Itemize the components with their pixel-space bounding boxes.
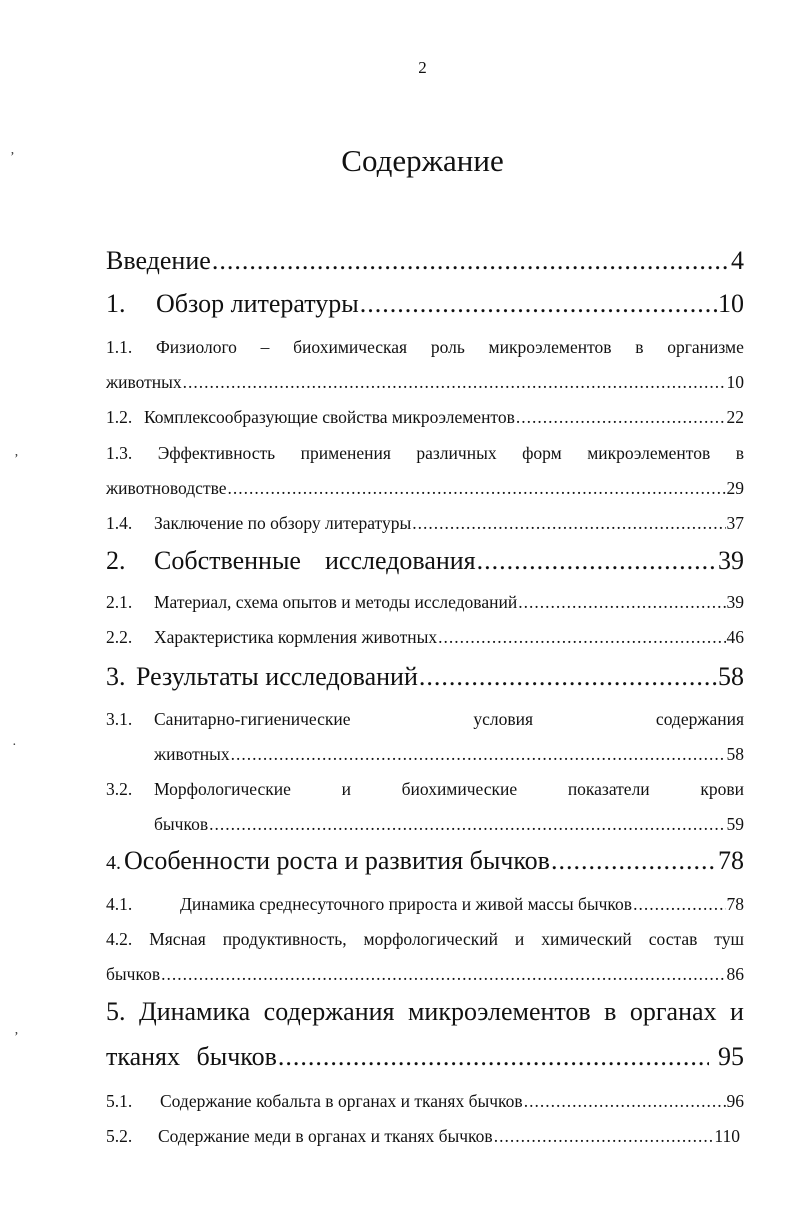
toc-word: микроэлементов [488,337,612,357]
toc-entry-5-cont[interactable] [106,1042,744,1072]
dot-leader [161,964,725,985]
toc-label: Содержание кобальта в органах и тканях бычков [160,1091,523,1111]
toc-word: и [341,779,351,799]
toc-word: различных [416,443,497,463]
toc-entry-1-1[interactable] [106,337,744,358]
toc-page: 59 [726,814,744,834]
toc-word: Мясная [149,929,206,949]
toc-number: 4.2. [106,929,133,949]
toc-entry-1[interactable] [106,289,744,319]
toc-word: в [735,443,744,463]
toc-page: 10 [726,372,744,392]
toc-label: Характеристика кормления животных [154,627,438,647]
toc-page: 110 [714,1126,740,1146]
toc-word: Морфологические [154,779,291,799]
toc-label: Комплексообразующие свойства микроэлементов [144,407,515,427]
dot-leader [360,289,717,319]
toc-label: Обзор литературы [156,289,359,318]
toc-word: применения [300,443,391,463]
toc-entry-5-1[interactable] [106,1091,744,1112]
scan-mark: · [12,738,17,753]
toc-page: 78 [726,894,744,914]
toc-word: крови [700,779,744,799]
toc-number: 2.2. [106,627,133,647]
toc-word: микроэлементов [407,997,591,1026]
toc-entry-2-1[interactable] [106,592,744,613]
toc-word: органах [629,997,717,1026]
toc-entry-1-3[interactable] [106,443,744,464]
toc-entry-4-1[interactable] [106,894,744,915]
toc-entry-3-1[interactable] [106,709,744,730]
toc-page: 95 [718,1042,744,1071]
toc-entry-2-2[interactable] [106,627,744,648]
toc-word: химический [541,929,632,949]
toc-word: и [730,997,744,1026]
dot-leader [494,1126,714,1147]
toc-entry-1-4[interactable] [106,513,744,534]
toc-page: 29 [726,478,744,498]
toc-page: 37 [726,513,744,533]
table-of-contents [106,0,744,1217]
toc-number: 1.1. [106,337,133,357]
toc-label: Результаты исследований [136,662,418,691]
scan-mark: ʼ [14,1030,19,1045]
dot-leader [518,592,725,613]
toc-word: организме [667,337,744,357]
toc-number: 1.2. [106,407,133,427]
toc-page: 78 [718,846,744,875]
toc-entry-4[interactable] [106,846,744,876]
toc-word: биохимические [401,779,518,799]
toc-number: 3. [106,662,126,691]
toc-words [154,779,744,800]
toc-page: 39 [718,546,744,575]
toc-word: и [514,929,525,949]
toc-label: бычков [106,964,161,984]
toc-page: 39 [726,592,744,612]
scan-mark: ʼ [14,452,19,467]
toc-number: 5.1. [106,1091,133,1111]
toc-number: 4. [106,852,121,874]
toc-entry-5[interactable] [106,997,744,1027]
toc-word: в [635,337,644,357]
toc-word: микроэлементов [587,443,711,463]
toc-word: биохимическая [293,337,408,357]
toc-label: Содержание меди в органах и тканях бычков [158,1126,493,1146]
toc-entry-intro[interactable] [106,246,744,276]
toc-word: туш [714,929,744,949]
toc-page: 46 [726,627,744,647]
dot-leader [438,627,725,648]
toc-number: 3.2. [106,779,133,799]
dot-leader [516,407,726,428]
toc-number: 5.2. [106,1126,133,1146]
toc-label: животных [154,744,230,764]
toc-label: Введение [106,246,211,275]
toc-label: Материал, схема опытов и методы исследований [154,592,518,612]
dot-leader [228,478,726,499]
toc-label: Динамика среднесуточного прироста и живой массы бычков [180,894,633,914]
toc-word: Эффективность [157,443,276,463]
dot-leader [477,546,717,576]
dot-leader [278,1042,709,1072]
toc-word: Собственные [154,546,301,575]
toc-word: морфологический [363,929,498,949]
toc-word: Физиолого [155,337,237,357]
toc-word: содержания [263,997,395,1026]
toc-number: 1.3. [106,443,133,463]
toc-page: 96 [726,1091,744,1111]
toc-page: 22 [726,407,744,427]
dot-leader [231,744,726,765]
dot-leader [633,894,725,915]
dot-leader [212,246,730,276]
toc-entry-5-2[interactable] [106,1126,740,1147]
toc-page: 58 [726,744,744,764]
toc-word: продуктивность, [222,929,347,949]
toc-word: условия [473,709,534,729]
page-number: 2 [418,58,427,77]
toc-page: 86 [726,964,744,984]
toc-entry-3-2[interactable] [106,779,744,800]
toc-number: 1. [106,289,126,318]
toc-word: форм [522,443,562,463]
toc-entry-1-1-cont[interactable] [106,372,744,393]
toc-entry-3-2-cont[interactable] [154,814,744,835]
toc-label: тканях бычков [106,1042,277,1071]
toc-number: 4.1. [106,894,133,914]
toc-word: Санитарно-гигиенические [154,709,351,729]
dot-leader [419,662,717,692]
toc-page: 10 [718,289,744,318]
dot-leader [551,846,717,876]
dot-leader [209,814,725,835]
scan-mark: ʼ [10,150,15,165]
toc-word: показатели [567,779,650,799]
dot-leader [412,513,725,534]
toc-word: Динамика [138,997,251,1026]
toc-label: бычков [154,814,209,834]
dot-leader [183,372,726,393]
toc-page: 4 [731,246,744,275]
toc-entry-4-2-cont[interactable] [106,964,744,985]
toc-entry-3[interactable] [106,662,744,692]
toc-word: исследования [324,546,476,575]
toc-word: в [604,997,617,1026]
toc-label: животноводстве [106,478,227,498]
toc-page: 58 [718,662,744,691]
toc-word: состав [648,929,698,949]
toc-entry-3-1-cont[interactable] [154,744,744,765]
toc-label: животных [106,372,182,392]
toc-word: – [260,337,270,357]
toc-word: содержания [655,709,744,729]
toc-words [154,709,744,730]
toc-entry-1-2[interactable] [106,407,744,428]
toc-number: 2.1. [106,592,133,612]
page-title: Содержание [341,143,504,178]
toc-number: 3.1. [106,709,133,729]
toc-word: роль [430,337,465,357]
toc-number: 5. [106,997,126,1026]
toc-entry-2[interactable] [106,546,744,576]
toc-label: Особенности роста и развития бычков [124,846,550,875]
toc-entry-4-2[interactable] [106,929,744,950]
toc-label: Заключение по обзору литературы [154,513,412,533]
toc-number: 1.4. [106,513,133,533]
toc-entry-1-3-cont[interactable] [106,478,744,499]
dot-leader [524,1091,726,1112]
toc-number: 2. [106,546,126,575]
